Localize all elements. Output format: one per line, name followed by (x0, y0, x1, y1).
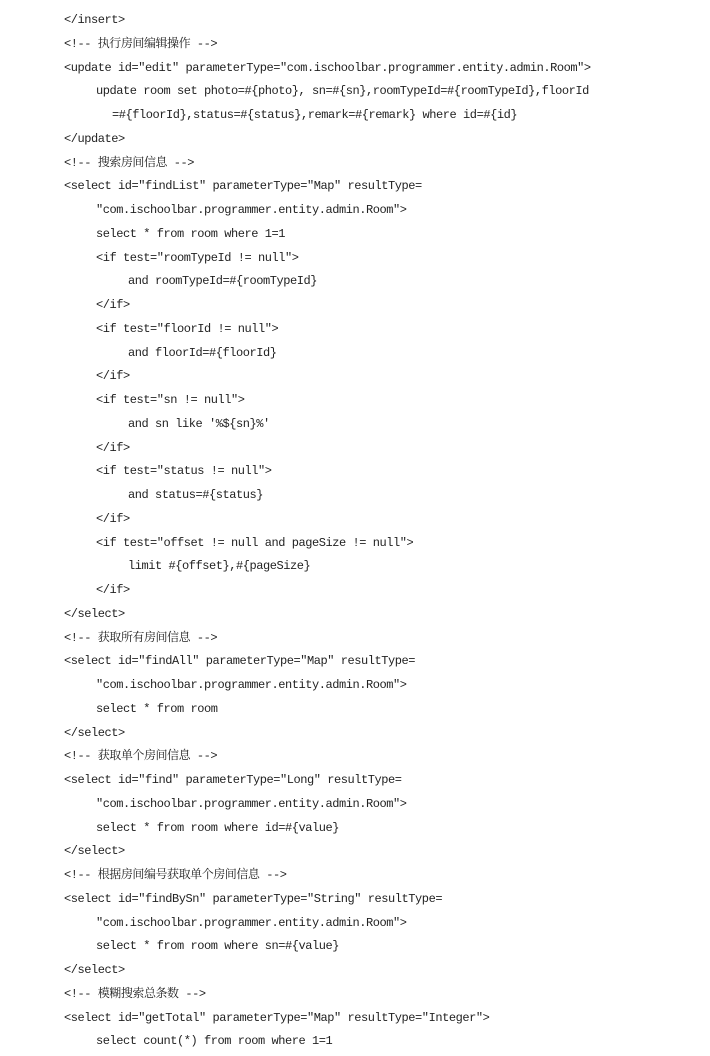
code-line-if-status: <if test="status != null"> (96, 464, 272, 479)
code-line-update-open: <update id="edit" parameterType="com.ischoolbar.programmer.entity.admin.Room"> (64, 60, 591, 75)
code-line-if-close: </if> (96, 511, 130, 526)
code-line-update-sql-continued: =#{floorId},status=#{status},remark=#{remark} where id=#{id} (112, 108, 518, 122)
code-line-if-offset: <if test="offset != null and pageSize != null"> (96, 535, 414, 550)
code-line-findlist-select: select * from room where 1=1 (96, 226, 286, 241)
code-line-if-floorid: <if test="floorId != null"> (96, 321, 279, 336)
comment-edit-room: <!-- 执行房间编辑操作 --> (64, 36, 218, 51)
code-line-findbysn-resulttype: "com.ischoolbar.programmer.entity.admin.Room"> (96, 915, 407, 930)
comment-find-all-rooms: <!-- 获取所有房间信息 --> (64, 630, 218, 645)
code-line-select-close: </select> (64, 844, 125, 859)
code-line-select-close: </select> (64, 606, 125, 621)
code-line-and-roomtypeid: and roomTypeId=#{roomTypeId} (128, 274, 318, 289)
code-line-if-close: </if> (96, 583, 130, 597)
code-line-and-status: and status=#{status} (128, 488, 264, 502)
code-listing (0, 9, 710, 1049)
code-line-findbysn-open: <select id="findBySn" parameterType="String" resultType= (64, 891, 443, 906)
code-line-insert-close: </insert> (64, 13, 125, 27)
code-line-and-sn-like: and sn like '%${sn}%' (128, 416, 270, 431)
code-line-findall-open: <select id="findAll" parameterType="Map" resultType= (64, 654, 416, 669)
comment-find-by-sn: <!-- 根据房间编号获取单个房间信息 --> (64, 868, 287, 882)
comment-search-rooms: <!-- 搜索房间信息 --> (64, 155, 195, 170)
code-line-gettotal-open: <select id="getTotal" parameterType="Map" resultType="Integer"> (64, 1010, 490, 1025)
code-line-limit: limit #{offset},#{pageSize} (128, 559, 311, 574)
code-line-if-close: </if> (96, 298, 130, 312)
code-line-if-roomtypeid: <if test="roomTypeId != null"> (96, 250, 299, 265)
code-line-if-close: </if> (96, 369, 130, 384)
code-line-findlist-open: <select id="findList" parameterType="Map" resultType= (64, 179, 422, 194)
code-line-findall-resulttype: "com.ischoolbar.programmer.entity.admin.Room"> (96, 678, 407, 692)
code-line-if-sn: <if test="sn != null"> (96, 393, 245, 407)
code-line-findall-select: select * from room (96, 701, 218, 716)
code-line-select-close: </select> (64, 963, 125, 977)
code-line-find-resulttype: "com.ischoolbar.programmer.entity.admin.Room"> (96, 796, 407, 811)
comment-find-single-room: <!-- 获取单个房间信息 --> (64, 749, 218, 764)
code-line-gettotal-select: select count(*) from room where 1=1 (96, 1034, 333, 1049)
code-line-findbysn-select: select * from room where sn=#{value} (96, 939, 340, 954)
code-line-if-close: </if> (96, 440, 130, 455)
comment-get-total: <!-- 模糊搜索总条数 --> (64, 986, 206, 1001)
code-line-select-close: </select> (64, 725, 125, 740)
code-line-update-sql: update room set photo=#{photo}, sn=#{sn},roomTypeId=#{roomTypeId},floorId (96, 84, 589, 99)
code-line-find-open: <select id="find" parameterType="Long" resultType= (64, 773, 402, 787)
code-line-and-floorid: and floorId=#{floorId} (128, 345, 277, 360)
code-line-find-select: select * from room where id=#{value} (96, 820, 340, 835)
code-line-findlist-resulttype: "com.ischoolbar.programmer.entity.admin.Room"> (96, 203, 407, 217)
code-line-update-close: </update> (64, 131, 125, 146)
